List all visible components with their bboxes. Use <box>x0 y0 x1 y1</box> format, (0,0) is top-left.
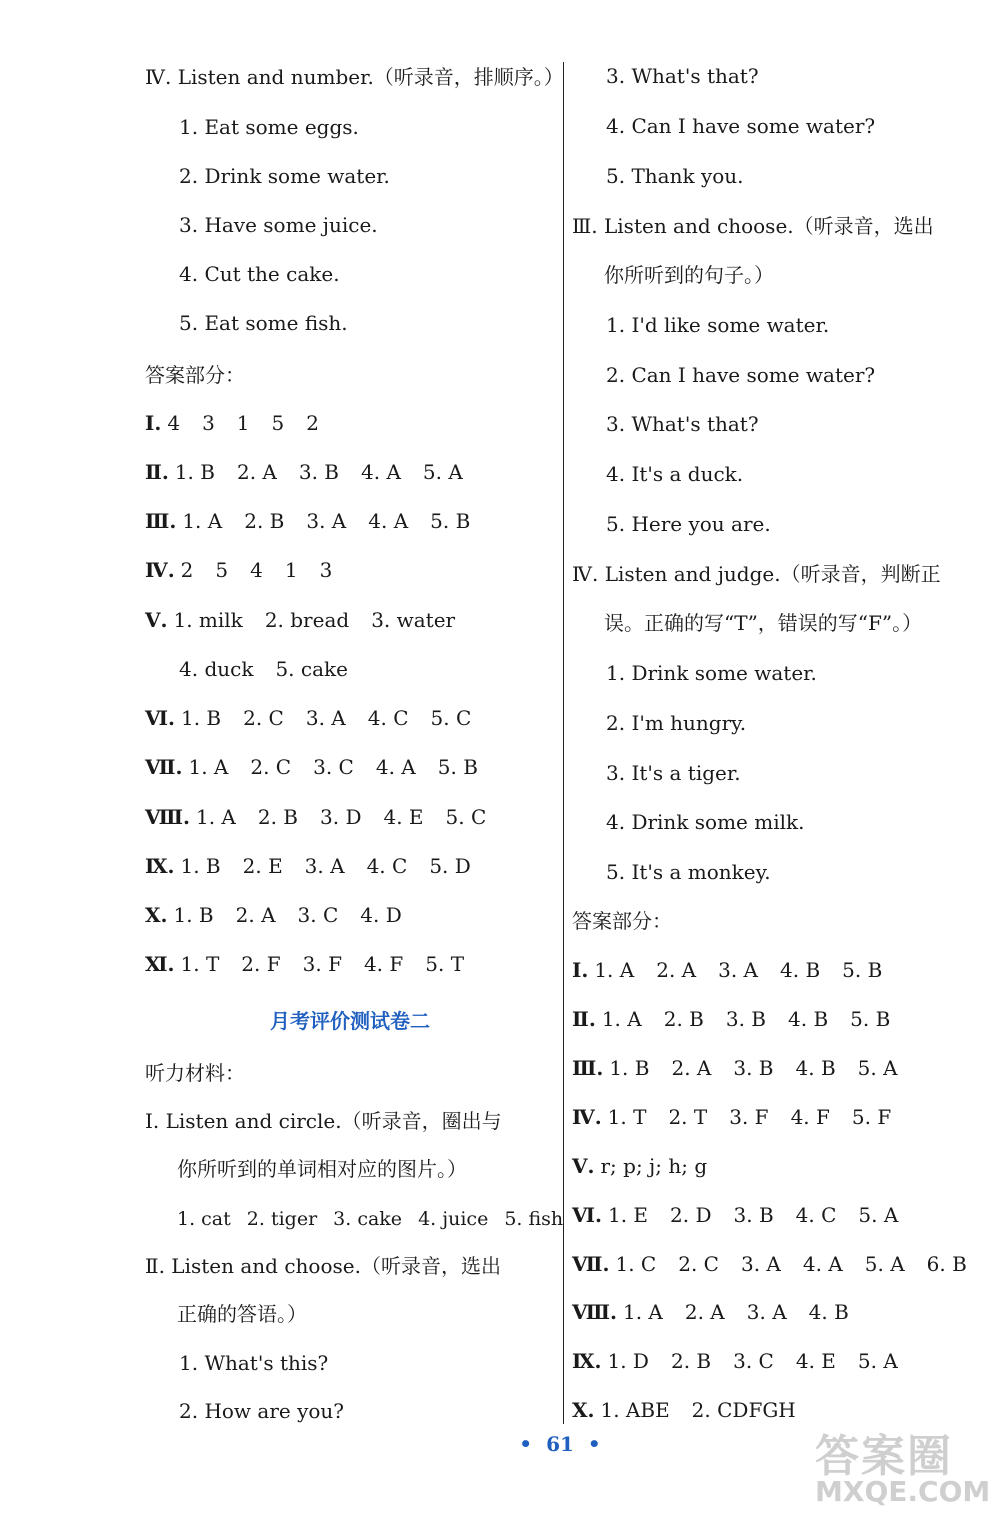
answer-cell: 3. D <box>320 805 362 829</box>
answer-row <box>572 1250 967 1278</box>
answer-cell: 4. D <box>360 903 402 927</box>
list-item: 5. Here you are. <box>606 512 771 536</box>
answer-cell: 4. B <box>788 1007 829 1031</box>
answer-cell: 1. A <box>594 958 635 982</box>
answer-cell: 2. D <box>670 1203 712 1227</box>
answer-row <box>145 753 478 781</box>
answer-roman-numeral: Ⅴ. <box>572 1154 595 1178</box>
answer-cell: 2. E <box>242 854 283 878</box>
answer-cell: 4. A <box>375 755 416 779</box>
answer-cell: 4. C <box>367 706 409 730</box>
watermark-url: MXQE.COM <box>815 1475 991 1508</box>
answer-cell: 4. A <box>368 509 409 533</box>
word-item: 3. cake <box>333 1208 403 1230</box>
answer-cell: 2. CDFGH <box>691 1398 796 1422</box>
answer-roman-numeral: Ⅱ. <box>145 460 169 484</box>
answer-cell: 2. T <box>668 1105 708 1129</box>
answer-cell: 4 <box>167 411 181 435</box>
answer-cell: 6. B <box>926 1252 967 1276</box>
answer-roman-numeral: Ⅺ. <box>145 952 175 976</box>
answer-roman-numeral: Ⅲ. <box>145 509 177 533</box>
list-item: 2. How are you? <box>179 1399 345 1423</box>
answer-cell: 1. B <box>180 706 222 730</box>
answer-cell: 1. E <box>607 1203 649 1227</box>
answer-cell: 2 <box>180 558 194 582</box>
answer-row <box>572 1103 891 1131</box>
answer-cell: 2. bread <box>264 608 350 632</box>
answer-row <box>145 507 470 535</box>
answer-cell: 4. C <box>366 854 408 878</box>
answer-row <box>179 655 348 683</box>
answer-cell: 1. T <box>607 1105 647 1129</box>
answer-cell: 5. cake <box>275 657 348 681</box>
answer-row <box>572 1054 898 1082</box>
answer-cell: 5. A <box>864 1252 905 1276</box>
answer-cell: 5. B <box>437 755 478 779</box>
answer-roman-numeral: Ⅹ. <box>572 1398 595 1422</box>
answer-cell: 1. B <box>609 1056 650 1080</box>
list-item: 3. What's that? <box>606 64 759 88</box>
answer-cell: 2. A <box>671 1056 712 1080</box>
word-item: 2. tiger <box>246 1208 318 1230</box>
answer-cell: 2. C <box>250 755 292 779</box>
answer-cell: 2. A <box>236 460 277 484</box>
answer-row <box>145 704 471 732</box>
page-dot: • <box>519 1432 533 1456</box>
answer-cell: 2. C <box>678 1252 719 1276</box>
answer-cell: 4. A <box>802 1252 843 1276</box>
answer-cell: 3. B <box>298 460 339 484</box>
answer-cell: 4 <box>250 558 263 582</box>
section-iii-title: Ⅲ. Listen and choose.（听录音，选出 <box>572 214 934 238</box>
answer-cell: 4. B <box>780 958 821 982</box>
answer-row <box>572 1201 898 1229</box>
answer-cell: 4. B <box>795 1056 836 1080</box>
page-number <box>500 1430 620 1458</box>
answer-cell: 3. C <box>297 903 339 927</box>
answer-roman-numeral: Ⅱ. <box>572 1007 596 1031</box>
answer-row <box>572 1298 849 1326</box>
answer-cell: 4. E <box>383 805 424 829</box>
answer-row <box>145 950 464 978</box>
answer-roman-numeral: Ⅶ. <box>572 1252 610 1276</box>
section-i-title: Ⅰ. Listen and circle.（听录音，圈出与 <box>145 1109 502 1133</box>
answer-cell: 3. A <box>305 706 346 730</box>
answer-cell: 3. B <box>733 1056 774 1080</box>
answer-cell: 2. A <box>235 903 276 927</box>
answer-cell: 1. T <box>180 952 220 976</box>
answer-cell: 5. A <box>857 1056 898 1080</box>
answer-cell: 3. A <box>304 854 345 878</box>
list-item: 5. Thank you. <box>606 164 744 188</box>
answer-cell: 3. B <box>725 1007 766 1031</box>
answer-roman-numeral: Ⅹ. <box>145 903 168 927</box>
list-item: 1. What's this? <box>179 1351 329 1375</box>
answer-cell: 3. water <box>371 608 456 632</box>
list-item: 1. Drink some water. <box>606 661 817 685</box>
answer-row <box>572 1347 898 1375</box>
answer-cell: 1. milk <box>173 608 243 632</box>
list-item: 4. Cut the cake. <box>179 262 340 286</box>
page-number-value: 61 <box>546 1432 574 1456</box>
answer-cell: 5. F <box>851 1105 892 1129</box>
answer-cell: 5. T <box>425 952 465 976</box>
answer-cell: 2. A <box>684 1300 725 1324</box>
answer-cell: 3. B <box>733 1203 774 1227</box>
answer-roman-numeral: Ⅵ. <box>145 706 175 730</box>
section-iv-title: Ⅳ. Listen and number.（听录音，排顺序。） <box>145 65 564 89</box>
answer-roman-numeral: Ⅶ. <box>145 755 183 779</box>
answer-cell: 1. B <box>180 854 221 878</box>
answer-cell: 3 <box>319 558 333 582</box>
answer-cell: 3. A <box>306 509 347 533</box>
answer-roman-numeral: Ⅸ. <box>145 854 175 878</box>
answer-row <box>145 409 319 437</box>
answer-cell: 5. A <box>858 1203 899 1227</box>
section-iii-title-cont: 你所听到的句子。） <box>604 263 774 287</box>
word-item: 5. fish <box>504 1208 564 1230</box>
answer-row <box>572 1005 890 1033</box>
answer-cell: 3 <box>202 411 215 435</box>
column-divider <box>563 62 564 1424</box>
word-list <box>177 1204 563 1233</box>
list-item: 1. I'd like some water. <box>606 313 830 337</box>
answer-cell: 5 <box>271 411 285 435</box>
answer-cell: 2. B <box>244 509 285 533</box>
watermark-logo-text: 答案圈 <box>815 1431 953 1482</box>
list-item: 1. Eat some eggs. <box>179 115 359 139</box>
answer-cell: 4. F <box>363 952 404 976</box>
list-item: 5. It's a monkey. <box>606 860 771 884</box>
answer-row <box>145 852 471 880</box>
answer-cell: 1. A <box>601 1007 642 1031</box>
answer-cell: 1. B <box>174 460 215 484</box>
list-item: 4. Drink some milk. <box>606 810 805 834</box>
answers-label: 答案部分： <box>145 363 245 387</box>
answer-cell: 1 <box>236 411 250 435</box>
answer-cell: 1. A <box>182 509 223 533</box>
answer-cell: 5. C <box>430 706 472 730</box>
answer-cell: r; p; j; h; g <box>600 1154 708 1178</box>
word-item: 4. juice <box>418 1208 489 1230</box>
word-item: 1. cat <box>177 1208 231 1230</box>
listening-label: 听力材料： <box>145 1061 245 1085</box>
answer-roman-numeral: Ⅳ. <box>572 1105 602 1129</box>
answer-row <box>145 556 332 584</box>
list-item: 3. Have some juice. <box>179 213 378 237</box>
answer-cell: 2. F <box>241 952 281 976</box>
answer-cell: 2. B <box>670 1349 712 1373</box>
answer-roman-numeral: Ⅷ. <box>145 805 190 829</box>
answer-cell: 3. A <box>746 1300 787 1324</box>
page-dot: • <box>587 1432 601 1456</box>
answer-cell: 4. E <box>795 1349 836 1373</box>
answer-cell: 1 <box>284 558 298 582</box>
answer-cell: 2. B <box>257 805 298 829</box>
answer-cell: 3. C <box>733 1349 774 1373</box>
answers-label: 答案部分： <box>572 909 672 933</box>
answer-cell: 2. B <box>663 1007 704 1031</box>
answer-cell: 1. C <box>615 1252 657 1276</box>
answer-cell: 4. C <box>795 1203 837 1227</box>
answer-cell: 2. C <box>243 706 284 730</box>
answer-roman-numeral: Ⅴ. <box>145 608 168 632</box>
list-item: 2. Can I have some water? <box>606 363 876 387</box>
list-item: 4. Can I have some water? <box>606 114 876 138</box>
answer-row <box>572 1396 796 1424</box>
answer-cell: 1. ABE <box>600 1398 670 1422</box>
answer-roman-numeral: Ⅸ. <box>572 1349 602 1373</box>
answer-cell: 3. A <box>740 1252 781 1276</box>
answer-roman-numeral: Ⅰ. <box>145 411 162 435</box>
list-item: 5. Eat some fish. <box>179 311 348 335</box>
section-heading: 月考评价测试卷二 <box>270 1009 430 1033</box>
answer-cell: 3. C <box>313 755 354 779</box>
section-iv-title-cont: 误。正确的写“T”，错误的写“F”。） <box>604 611 923 635</box>
section-ii-title-cont: 正确的答语。） <box>177 1302 307 1326</box>
answer-cell: 1. A <box>195 805 236 829</box>
answer-roman-numeral: Ⅳ. <box>145 558 175 582</box>
answer-cell: 5. B <box>842 958 883 982</box>
answer-row <box>145 458 463 486</box>
answer-cell: 5. B <box>430 509 471 533</box>
answer-cell: 5 <box>215 558 229 582</box>
answer-row <box>145 803 486 831</box>
list-item: 4. It's a duck. <box>606 462 744 486</box>
list-item: 2. I'm hungry. <box>606 711 747 735</box>
answer-cell: 1. B <box>173 903 214 927</box>
answer-cell: 5. A <box>422 460 463 484</box>
answer-cell: 1. A <box>188 755 229 779</box>
answer-cell: 4. duck <box>179 657 254 681</box>
answer-roman-numeral: Ⅲ. <box>572 1056 604 1080</box>
answer-roman-numeral: Ⅷ. <box>572 1300 617 1324</box>
watermark <box>815 1420 990 1510</box>
answer-cell: 2 <box>306 411 319 435</box>
answer-cell: 5. A <box>857 1349 898 1373</box>
answer-roman-numeral: Ⅰ. <box>572 958 589 982</box>
list-item: 3. It's a tiger. <box>606 761 741 785</box>
section-ii-title: Ⅱ. Listen and choose.（听录音，选出 <box>145 1254 501 1278</box>
answer-cell: 5. C <box>445 805 487 829</box>
answer-row <box>145 606 455 634</box>
list-item: 2. Drink some water. <box>179 164 390 188</box>
answer-cell: 1. A <box>622 1300 663 1324</box>
section-iv-title: Ⅳ. Listen and judge.（听录音，判断正 <box>572 562 941 586</box>
answer-row <box>145 901 402 929</box>
answer-row <box>572 956 882 984</box>
answer-cell: 3. F <box>302 952 342 976</box>
answer-cell: 3. F <box>729 1105 769 1129</box>
answer-cell: 5. D <box>429 854 471 878</box>
list-item: 3. What's that? <box>606 412 759 436</box>
answer-cell: 1. D <box>607 1349 649 1373</box>
section-i-title-cont: 你所听到的单词相对应的图片。） <box>177 1157 467 1181</box>
answer-cell: 4. B <box>808 1300 849 1324</box>
answer-cell: 3. A <box>718 958 758 982</box>
answer-cell: 4. A <box>361 460 401 484</box>
answer-cell: 4. F <box>790 1105 830 1129</box>
answer-row <box>572 1152 707 1180</box>
answer-roman-numeral: Ⅵ. <box>572 1203 602 1227</box>
answer-cell: 5. B <box>850 1007 891 1031</box>
answer-cell: 2. A <box>656 958 697 982</box>
